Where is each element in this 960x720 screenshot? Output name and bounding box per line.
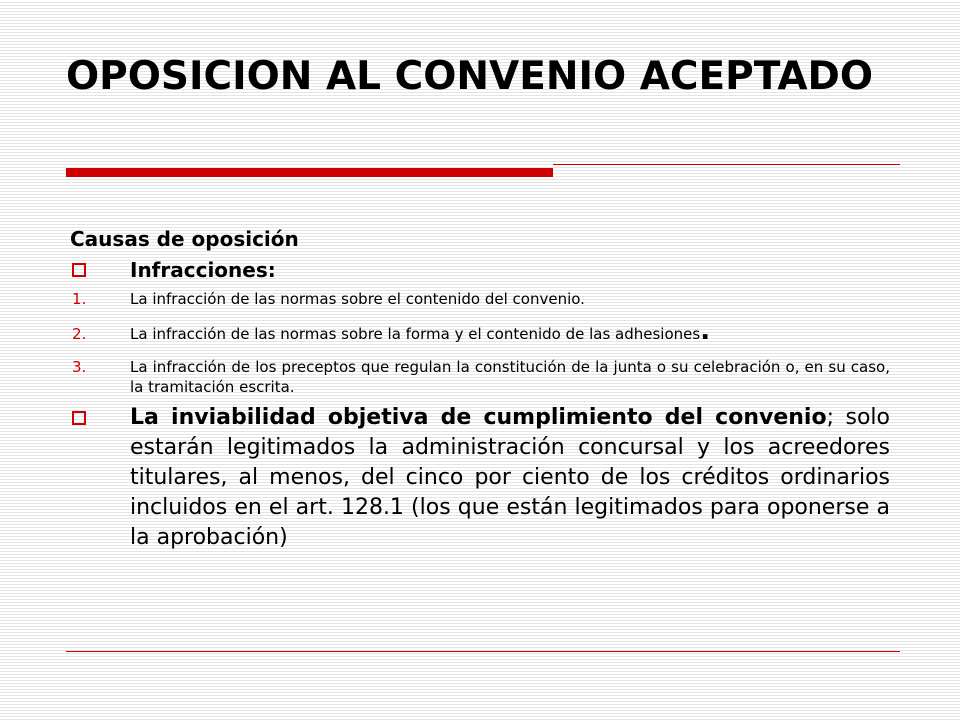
list-item-text: La infracción de los preceptos que regulan la constitución de la junta o su celebración o, en su caso, la tramitación escrita. bbox=[130, 358, 890, 396]
bullet-label: Infracciones: bbox=[130, 258, 276, 282]
list-item bbox=[70, 315, 890, 353]
bullet-inviabilidad bbox=[70, 403, 890, 553]
bullet-bold-text: La inviabilidad objetiva de cumplimiento del convenio bbox=[130, 405, 827, 430]
hollow-square-bullet-icon bbox=[72, 411, 86, 425]
bullet-infracciones bbox=[70, 256, 890, 284]
bottom-rule bbox=[66, 651, 900, 652]
numbered-list bbox=[70, 288, 890, 397]
list-number: 3. bbox=[72, 358, 87, 376]
slide-body bbox=[70, 224, 890, 553]
bullet-rest-text: ; solo estarán legitimados la administración concursal y los acreedores titulares, al menos, del cinco por ciento de los créditos ordinarios incluidos en el art. 128.1 (los que están legitimados para oponerse a la aprobación) bbox=[130, 405, 890, 550]
list-number: 1. bbox=[72, 290, 87, 308]
slide-title: OPOSICION AL CONVENIO ACEPTADO bbox=[66, 54, 874, 99]
list-item bbox=[70, 288, 890, 311]
list-item-text: La infracción de las normas sobre el contenido del convenio. bbox=[130, 290, 585, 308]
hollow-square-bullet-icon bbox=[72, 263, 86, 277]
list-item bbox=[70, 357, 890, 397]
list-item-period: . bbox=[700, 316, 711, 346]
list-item-text: La infracción de las normas sobre la forma y el contenido de las adhesiones bbox=[130, 325, 701, 343]
section-subtitle: Causas de oposición bbox=[70, 227, 299, 251]
title-rule-thick bbox=[66, 168, 553, 177]
title-rule-thin bbox=[553, 164, 900, 165]
list-number: 2. bbox=[72, 325, 87, 343]
